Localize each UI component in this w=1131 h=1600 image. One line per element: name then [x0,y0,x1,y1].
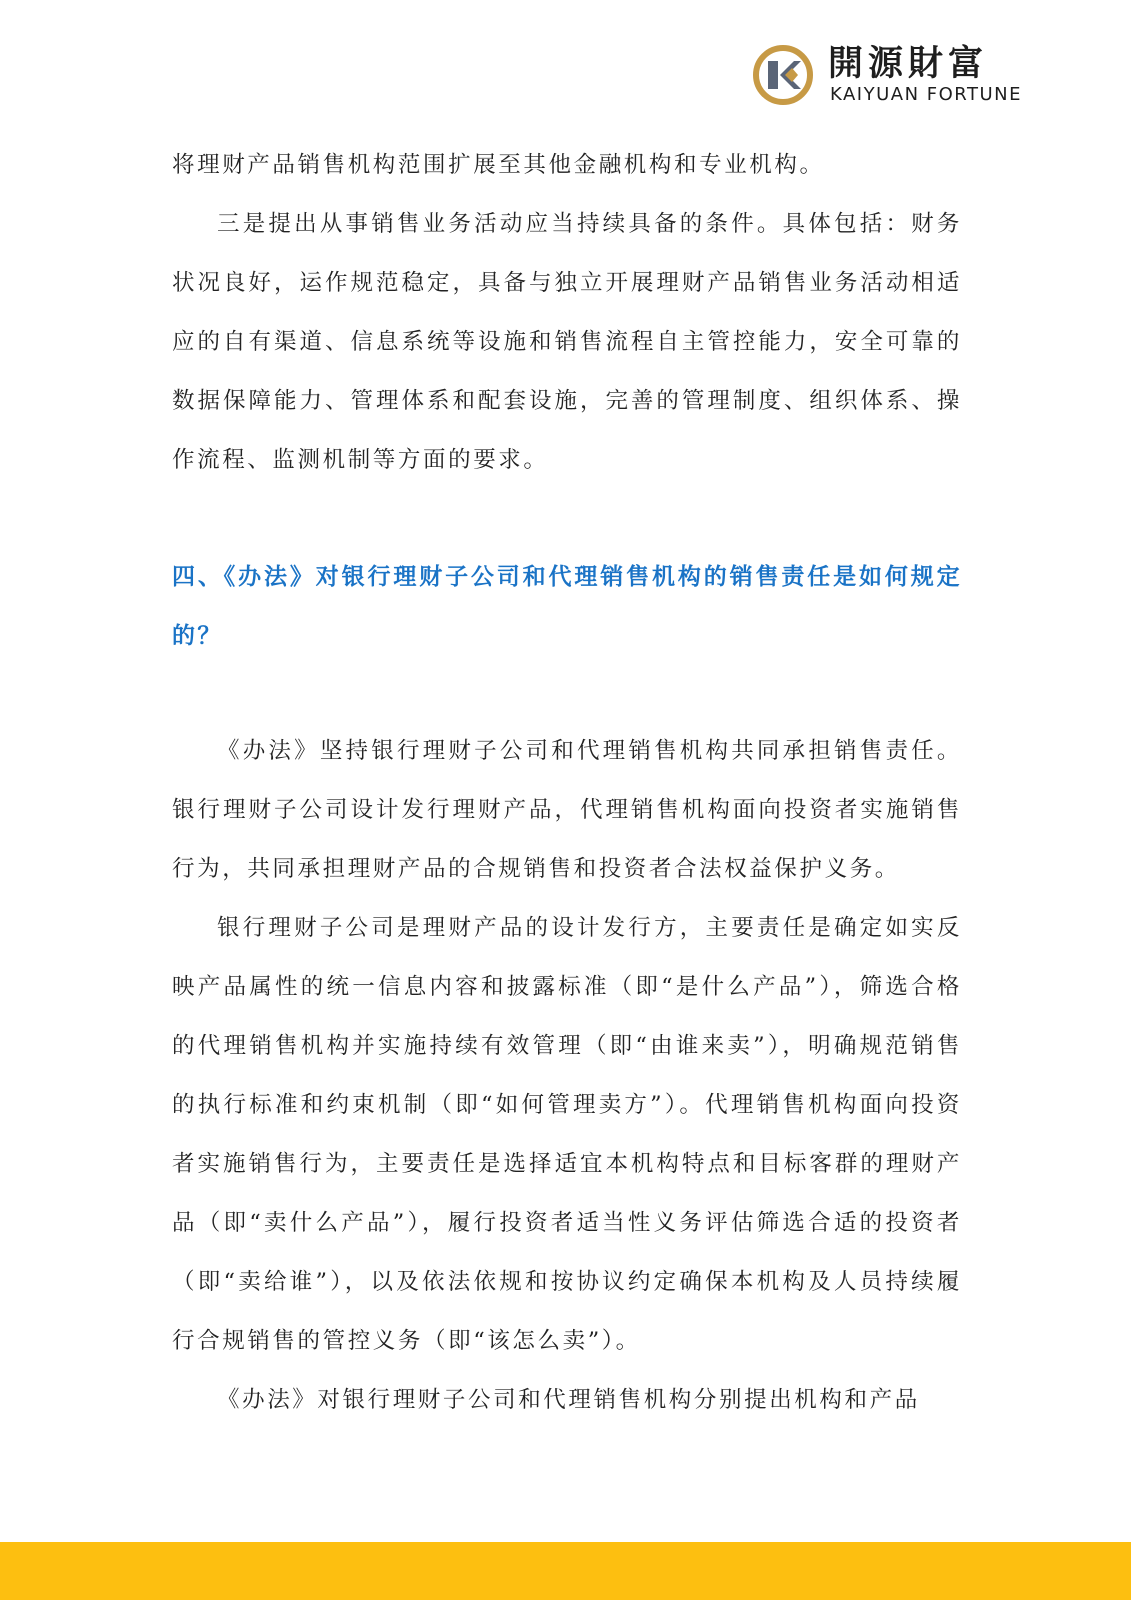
logo-chinese-name: 開源財富 [828,44,989,84]
paragraph-shared-responsibility: 《办法》坚持银行理财子公司和代理销售机构共同承担销售责任。银行理财子公司设计发行理财产品，代理销售机构面向投资者实施销售行为，共同承担理财产品的合规销售和投资者合法权益保护义务。 [172,738,962,882]
logo-english-name: KAIYUAN FORTUNE [830,84,1023,105]
spacer [172,490,962,547]
document-body [172,136,962,1430]
kaiyuan-fortune-logo [752,44,1042,108]
kaiyuan-logo-icon [752,44,814,106]
spacer [172,665,962,722]
paragraph-third-condition: 三是提出从事销售业务活动应当持续具备的条件。具体包括：财务状况良好，运作规范稳定，具备与独立开展理财产品销售业务活动相适应的自有渠道、信息系统等设施和销售流程自主管控能力，安全可靠的数据保障能力、管理体系和配套设施，完善的管理制度、组织体系、操作流程、监测机制等方面的要求。 [172,211,962,473]
paragraph-continuation: 将理财产品销售机构范围扩展至其他金融机构和专业机构。 [172,152,825,178]
paragraph-issuer-responsibility: 银行理财子公司是理财产品的设计发行方，主要责任是确定如实反映产品属性的统一信息内容和披露标准（即“是什么产品”），筛选合格的代理销售机构并实施持续有效管理（即“由谁来卖”），明确规范销售的执行标准和约束机制（即“如何管理卖方”）。代理销售机构面向投资者实施销售行为，主要责任是选择适宜本机构特点和目标客群的理财产品（即“卖什么产品”），履行投资者适当性义务评估筛选合适的投资者（即“卖给谁”），以及依法依规和按协议约定确保本机构及人员持续履行合规销售的管控义务（即“该怎么卖”）。 [172,915,962,1354]
paragraph-requirements: 《办法》对银行理财子公司和代理销售机构分别提出机构和产品 [217,1387,920,1413]
footer-bar [0,1542,1131,1600]
section-heading-four: 四、《办法》对银行理财子公司和代理销售机构的销售责任是如何规定的？ [172,563,962,649]
